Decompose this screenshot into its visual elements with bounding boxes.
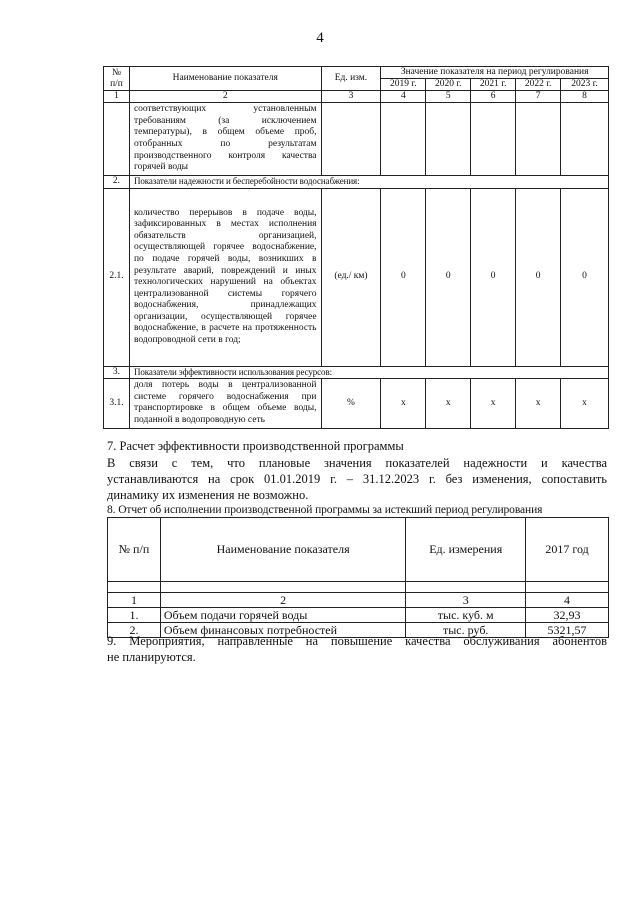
section-9-paragraph bbox=[107, 633, 607, 665]
col-header-year: 2020 г. bbox=[426, 79, 471, 91]
column-index: 2 bbox=[160, 593, 405, 608]
column-index: 3 bbox=[321, 91, 381, 103]
col-header-year: 2021 г. bbox=[471, 79, 516, 91]
section-7-paragraph bbox=[107, 455, 607, 503]
row-name: соответствующих установленным требованиям (за исключением температуры), в общем объеме проб, отобранных по результатам производственного контроля качества горячей воды bbox=[129, 103, 321, 176]
row-value: х bbox=[381, 379, 426, 428]
section-7-heading: 7. Расчет эффективности производственной программы bbox=[107, 439, 404, 453]
row-num: 2.1. bbox=[104, 188, 130, 366]
col-header-name: Наименование показателя bbox=[129, 67, 321, 91]
row-unit: (ед./ км) bbox=[321, 188, 381, 366]
paragraph-line: устанавливаются на срок 01.01.2019 г. – 31.12.2023 г. без изменения, сопоставить bbox=[107, 472, 607, 486]
row-value: х bbox=[516, 379, 561, 428]
paragraph-line: 9. Мероприятия, направленные на повышение качества обслуживания абонентов bbox=[107, 634, 607, 648]
column-index: 1 bbox=[104, 91, 130, 103]
row-value: 0 bbox=[516, 188, 561, 366]
col-header-year: 2017 год bbox=[526, 518, 609, 582]
col-header-name: Наименование показателя bbox=[160, 518, 405, 582]
section-row bbox=[104, 176, 609, 189]
column-index-row bbox=[104, 91, 609, 103]
row-name: Объем финансовых потребностей bbox=[160, 623, 405, 638]
row-name: количество перерывов в подаче воды, зафиксированных в местах исполнения обязательств организацией, осуществляющей горячее водоснабжение, по подаче горячей воды, возникших в результате аварий, повреждений и иных технологических нарушений на объектах централизованной системы горячего водоснабжения, принадлежащих организации, осуществляющей горячее водоснабжение, в расчете на протяженность водопроводной сети в год; bbox=[129, 188, 321, 366]
page-number: 4 bbox=[316, 30, 324, 46]
col-header-year: 2019 г. bbox=[381, 79, 426, 91]
column-index: 2 bbox=[129, 91, 321, 103]
row-num: 3.1. bbox=[104, 379, 130, 428]
row-value: 0 bbox=[381, 188, 426, 366]
column-index: 6 bbox=[471, 91, 516, 103]
column-index: 4 bbox=[381, 91, 426, 103]
column-index: 1 bbox=[108, 593, 161, 608]
row-value: х bbox=[471, 379, 516, 428]
column-index: 5 bbox=[426, 91, 471, 103]
paragraph-line: динамику их изменения не возможно. bbox=[107, 488, 309, 502]
row-value: 5321,57 bbox=[526, 623, 609, 638]
row-value: 32,93 bbox=[526, 608, 609, 623]
column-index-row bbox=[108, 593, 609, 608]
table-row bbox=[104, 103, 609, 176]
indicators-table bbox=[103, 66, 609, 429]
col-header-year: 2023 г. bbox=[561, 79, 609, 91]
section-row bbox=[104, 366, 609, 379]
col-header-unit: Ед. измерения bbox=[406, 518, 526, 582]
section-title: Показатели эффективности использования ресурсов: bbox=[129, 366, 608, 379]
section-num: 2. bbox=[104, 176, 130, 189]
section-title: Показатели надежности и бесперебойности водоснабжения: bbox=[129, 176, 608, 189]
table-row bbox=[104, 379, 609, 428]
col-header-num: № п/п bbox=[108, 518, 161, 582]
column-index: 4 bbox=[526, 593, 609, 608]
row-value: 0 bbox=[471, 188, 516, 366]
row-name: Объем подачи горячей воды bbox=[160, 608, 405, 623]
row-value: х bbox=[561, 379, 609, 428]
row-num: 2. bbox=[108, 623, 161, 638]
row-unit: тыс. руб. bbox=[406, 623, 526, 638]
paragraph-line: В связи с тем, что плановые значения показателей надежности и качества bbox=[107, 456, 607, 470]
col-header-year: 2022 г. bbox=[516, 79, 561, 91]
row-num bbox=[104, 103, 130, 176]
paragraph-line: не планируются. bbox=[107, 650, 196, 664]
column-index: 3 bbox=[406, 593, 526, 608]
section-num: 3. bbox=[104, 366, 130, 379]
table-row bbox=[104, 188, 609, 366]
row-unit: % bbox=[321, 379, 381, 428]
column-index: 8 bbox=[561, 91, 609, 103]
row-value: 0 bbox=[561, 188, 609, 366]
row-num: 1. bbox=[108, 608, 161, 623]
row-name: доля потерь воды в централизованной системе горячего водоснабжения при транспортировке в общем объеме воды, поданной в водопроводную сеть bbox=[129, 379, 321, 428]
col-header-unit: Ед. изм. bbox=[321, 67, 381, 91]
report-table bbox=[107, 517, 609, 638]
row-value: х bbox=[426, 379, 471, 428]
row-value: 0 bbox=[426, 188, 471, 366]
column-index: 7 bbox=[516, 91, 561, 103]
col-header-num: № п/п bbox=[104, 67, 130, 91]
table-row bbox=[108, 608, 609, 623]
col-header-period: Значение показателя на период регулирования bbox=[381, 67, 609, 79]
section-8-heading: 8. Отчет об исполнении производственной программы за истекший период регулирования bbox=[107, 504, 543, 516]
row-unit: тыс. куб. м bbox=[406, 608, 526, 623]
